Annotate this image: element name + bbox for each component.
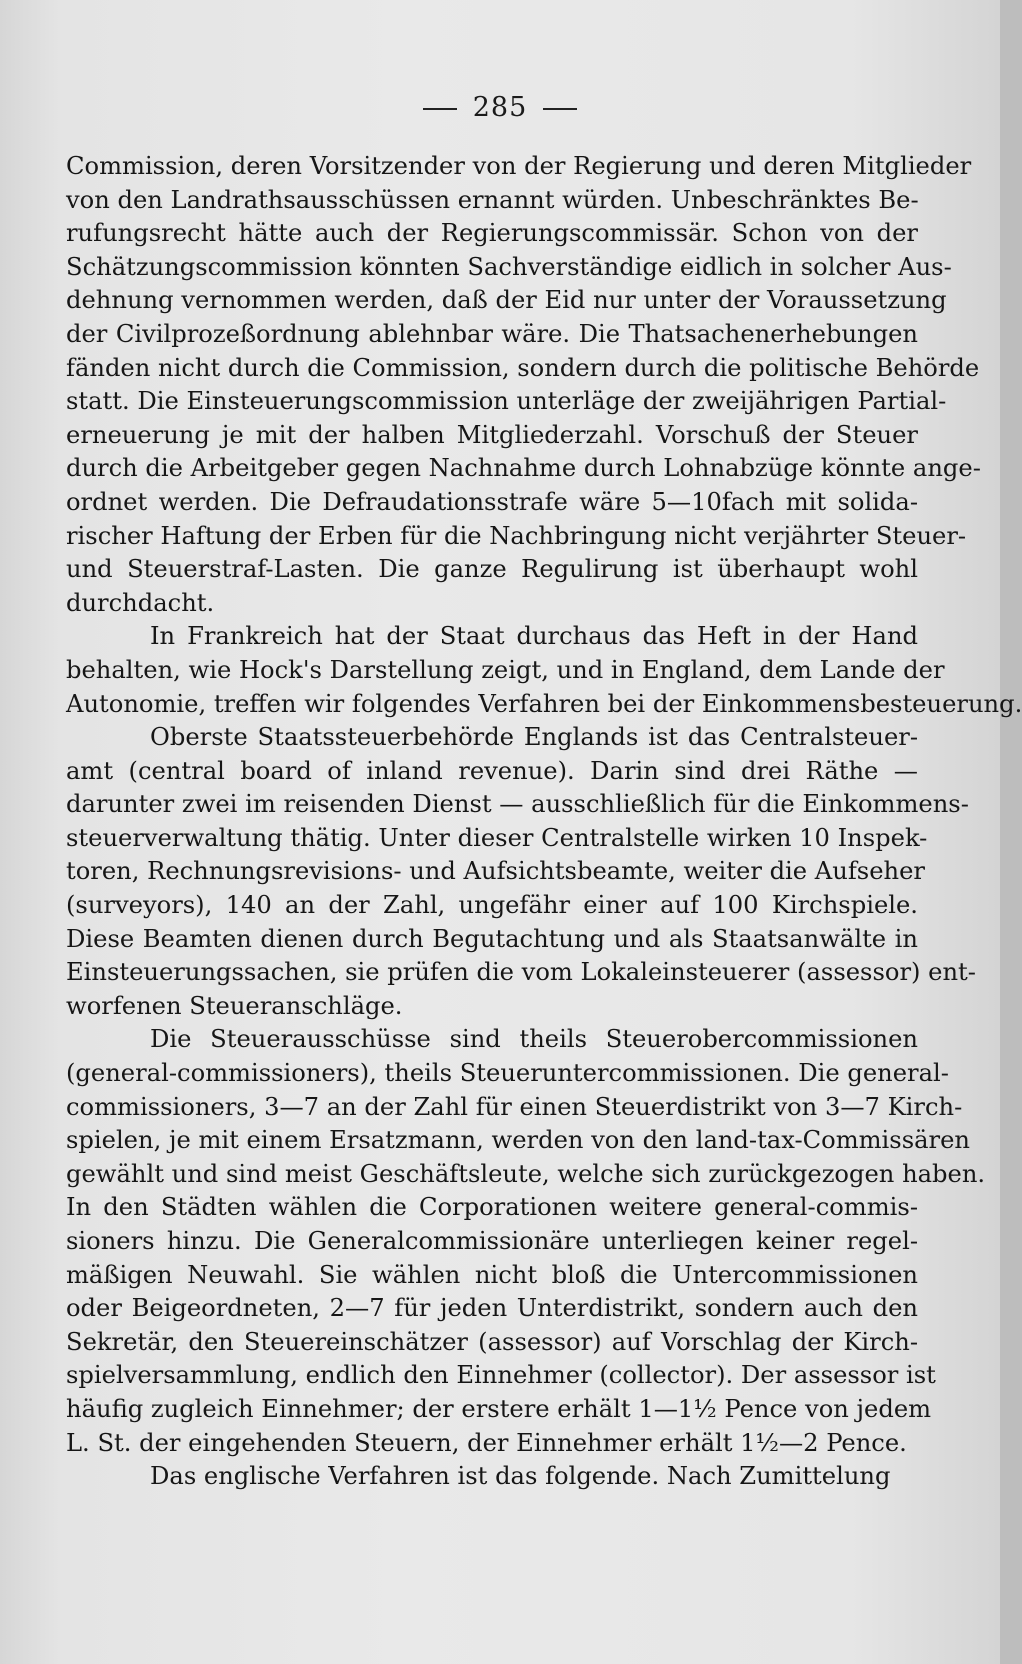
text-line: durchdacht. [66, 588, 215, 617]
text-line: spielen, je mit einem Ersatzmann, werden von den land-tax-Commissären [66, 1126, 970, 1155]
text-line: erneuerung je mit der halben Mitgliederzahl. Vorschuß der Steuer [66, 420, 918, 449]
paragraph [66, 1023, 986, 1460]
text-line: Das englische Verfahren ist das folgende. Nach Zumittelung [150, 1462, 891, 1491]
text-line: In den Städten wählen die Corporationen weitere general-commis- [66, 1193, 918, 1222]
paragraph [66, 620, 1022, 721]
text-line: ordnet werden. Die Defraudationsstrafe wäre 5—10fach mit solida- [66, 487, 918, 516]
text-line: häufig zugleich Einnehmer; der erstere erhält 1—1½ Pence von jedem [66, 1394, 932, 1423]
text-line: steuerverwaltung thätig. Unter dieser Centralstelle wirken 10 Inspek- [66, 823, 928, 852]
text-line: durch die Arbeitgeber gegen Nachnahme durch Lohnabzüge könnte ange- [66, 454, 981, 483]
text-line: Diese Beamten dienen durch Begutachtung und als Staatsanwälte in [66, 924, 918, 953]
text-line: Schätzungscommission könnten Sachverständige eidlich in solcher Aus- [66, 252, 952, 281]
text-line: amt (central board of inland revenue). Darin sind drei Räthe — [66, 756, 918, 785]
paragraph [66, 150, 981, 620]
header-dash-right [543, 108, 577, 110]
text-line: Die Steuerausschüsse sind theils Steuerobercommissionen [150, 1025, 918, 1054]
text-line: (general-commissioners), theils Steueruntercommissionen. Die general- [66, 1059, 949, 1088]
text-line: dehnung vernommen werden, daß der Eid nur unter der Voraussetzung [66, 286, 947, 315]
text-line: und Steuerstraf-Lasten. Die ganze Regulirung ist überhaupt wohl [66, 555, 918, 584]
text-line: Autonomie, treffen wir folgendes Verfahren bei der Einkommensbesteuerung. [66, 689, 1022, 718]
text-line: oder Beigeordneten, 2—7 für jeden Unterdistrikt, sondern auch den [66, 1294, 918, 1323]
text-line: Einsteuerungssachen, sie prüfen die vom Lokaleinsteuerer (assessor) ent- [66, 958, 976, 987]
text-line: behalten, wie Hock's Darstellung zeigt, und in England, dem Lande der [66, 655, 945, 684]
text-line: toren, Rechnungsrevisions- und Aufsichtsbeamte, weiter die Aufseher [66, 857, 925, 886]
text-line: darunter zwei im reisenden Dienst — ausschließlich für die Einkommens- [66, 790, 969, 819]
body-text [66, 150, 1022, 1494]
page-number-header [0, 92, 1000, 123]
text-line: Commission, deren Vorsitzender von der Regierung und deren Mitglieder [66, 152, 972, 180]
text-line: statt. Die Einsteuerungscommission unterläge der zweijährigen Partial- [66, 387, 947, 416]
text-line: spielversammlung, endlich den Einnehmer (collector). Der assessor ist [66, 1361, 936, 1390]
text-line: L. St. der eingehenden Steuern, der Einnehmer erhält 1½—2 Pence. [66, 1428, 907, 1457]
text-line: commissioners, 3—7 an der Zahl für einen Steuerdistrikt von 3—7 Kirch- [66, 1092, 963, 1121]
paragraph [66, 721, 976, 1023]
text-line: sioners hinzu. Die Generalcommissionäre unterliegen keiner regel- [66, 1227, 918, 1255]
header-dash-left [423, 108, 457, 110]
text-line: von den Landrathsausschüssen ernannt würden. Unbeschränktes Be- [66, 185, 919, 214]
text-line: Sekretär, den Steuereinschätzer (assessor) auf Vorschlag der Kirch- [66, 1327, 918, 1356]
text-line: rufungsrecht hätte auch der Regierungscommissär. Schon von der [66, 219, 918, 248]
text-line: gewählt und sind meist Geschäftsleute, welche sich zurückgezogen haben. [66, 1159, 986, 1188]
text-line: rischer Haftung der Erben für die Nachbringung nicht verjährter Steuer- [66, 521, 967, 550]
paragraph [66, 1460, 918, 1494]
text-line: der Civilprozeßordnung ablehnbar wäre. Die Thatsachenerhebungen [66, 319, 918, 348]
text-line: fänden nicht durch die Commission, sondern durch die politische Behörde [66, 353, 980, 382]
text-line: (surveyors), 140 an der Zahl, ungefähr einer auf 100 Kirchspiele. [66, 891, 918, 920]
text-line: Oberste Staatssteuerbehörde Englands ist das Centralsteuer- [150, 723, 918, 752]
page-number: 285 [472, 92, 528, 123]
text-line: mäßigen Neuwahl. Sie wählen nicht bloß die Untercommissionen [66, 1260, 918, 1289]
text-line: In Frankreich hat der Staat durchaus das Heft in der Hand [150, 622, 918, 651]
text-line: worfenen Steueranschläge. [66, 991, 403, 1020]
